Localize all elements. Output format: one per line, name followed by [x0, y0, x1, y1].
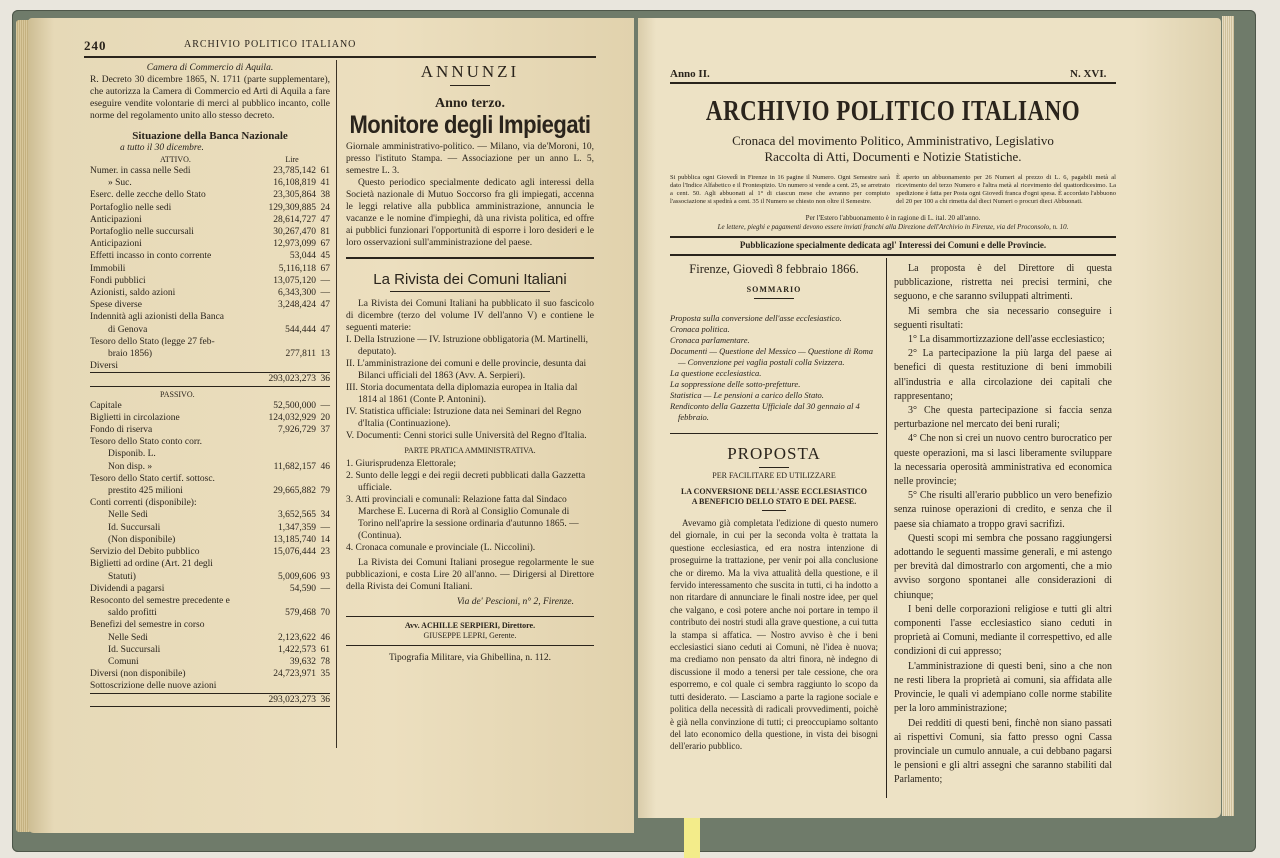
- row-cents: 78: [320, 656, 330, 667]
- paragraph: I beni delle corporazioni religiose e tutti gli altri componenti l'asse ecclesiastico siano ceduti in proprietà ai Comuni, mediante il correspettivo, ed alle condizioni di cui appresso;: [894, 603, 1112, 658]
- table-row: [90, 680, 330, 692]
- subtitle-1: Cronaca del movimento Politico, Amministrativo, Legislativo: [732, 133, 1054, 148]
- row-value: 544,444: [285, 324, 316, 335]
- proposta-sub-2: LA CONVERSIONE DELL'ASSE ECCLESIASTICO: [680, 487, 868, 496]
- row-cents: 35: [320, 669, 330, 680]
- passivo-total-value: 293,023,273: [268, 694, 316, 705]
- row-label: Comuni: [108, 656, 139, 667]
- row-value: 12,973,099: [273, 239, 316, 250]
- row-value: 23,305,864: [273, 190, 316, 201]
- row-value: 7,926,729: [278, 425, 316, 436]
- row-value: [254, 311, 316, 323]
- row-cents: [316, 619, 330, 631]
- table-row: [90, 583, 330, 595]
- info-right: È aperto un abbuonamento per 26 Numeri al prezzo di L. 6, pagabili metà al ricevimento del terzo Numero e l'altra metà al ricevimento del quattordicesimo. La spedizione è fatta per Posta ogni Giovedì franca d'ogni spesa. È accordato l'abbuono del 20 per 100 a chi rimetta dal dieci Numeri o procuri dieci Abbuonati.: [896, 174, 1116, 205]
- paragraph: 4° Che non si crei un nuovo centro burocratico per queste operazioni, ma si lasci liberamente sviluppare la necessaria operosità amministrativa ed economica nelle provincie;: [894, 433, 1112, 488]
- masthead: [670, 94, 1116, 165]
- list-item: La questione ecclesiastica.: [670, 368, 762, 378]
- row-cents: 47: [320, 214, 330, 225]
- row-label: Id. Succursali: [108, 522, 161, 533]
- info-left: Si pubblica ogni Giovedì in Firenze in 16 pagine il Numero. Ogni Semestre sarà dato l'Indice Alfabetico e il Frontespizio. Un numero si vende a cent. 25, se arretrato a cent. 50. Agli abbuonati al 1° di ciascun mese che avranno per compiuto l'associazione si spedirà a cent. 35 il Numero se chiesto non oltre il Semestre.: [670, 174, 890, 205]
- rivista-items: [346, 334, 594, 442]
- sommario-end-rule: [670, 433, 878, 434]
- table-row: [90, 497, 330, 509]
- table-row: [90, 360, 330, 372]
- row-cents: 41: [320, 178, 330, 189]
- row-cents: [316, 497, 330, 509]
- gerente-line: GIUSEPPE LEPRI, Gerente.: [423, 631, 517, 640]
- row-label: Biglietti in circolazione: [90, 412, 180, 423]
- numero-label: N. XVI.: [1070, 68, 1107, 80]
- table-row: [90, 473, 330, 485]
- row-value: [254, 336, 316, 348]
- table-row: [90, 324, 330, 336]
- lettere-line: Le lettere, pieghi e pagamenti devono essere inviati franchi alla Direzione dell'Archivio in Firenze, via del Proconsolo, n. 10.: [717, 223, 1069, 231]
- row-cents: 37: [320, 425, 330, 436]
- right-col-1: [670, 262, 878, 753]
- table-row: [90, 461, 330, 473]
- row-label: Tesoro dello Stato conto corr.: [90, 437, 202, 448]
- row-cents: 38: [320, 190, 330, 201]
- table-row: [90, 571, 330, 583]
- right-page-stack-edge: [1222, 16, 1234, 816]
- column-rule: [336, 60, 337, 748]
- row-cents: —: [320, 583, 330, 594]
- camera-text: R. Decreto 30 dicembre 1865, N. 1711 (parte supplementare), che autorizza la Camera di Commercio ed Arti di Aquila a fare eseguire vendite volontarie di merci al pubblico incanto, colle norme del regolamento unito allo stesso decreto.: [90, 75, 330, 121]
- header-rule: [84, 56, 596, 58]
- table-row: [90, 558, 330, 570]
- info-rule: [670, 236, 1116, 238]
- row-label: Diversi: [90, 361, 118, 372]
- row-value: [254, 680, 316, 692]
- table-row: [90, 448, 330, 460]
- attivo-table: [90, 165, 330, 372]
- row-cents: 93: [320, 571, 330, 582]
- row-value: 16,108,819: [273, 178, 316, 189]
- row-value: 54,590: [289, 583, 316, 594]
- row-label: Capitale: [90, 400, 122, 411]
- row-label: Numer. in cassa nelle Sedi: [90, 166, 191, 176]
- row-label: Anticipazioni: [90, 239, 142, 250]
- table-row: [90, 275, 330, 287]
- paragraph: Mi sembra che sia necessario conseguire i seguenti risultati:: [894, 305, 1112, 331]
- row-cents: 67: [320, 263, 330, 274]
- row-label: Nelle Sedi: [108, 510, 148, 521]
- row-label: » Suc.: [108, 178, 132, 189]
- list-item: Proposta sulla conversione dell'asse ecclesiastico.: [670, 313, 842, 323]
- row-cents: [316, 436, 330, 448]
- page-number: 240: [84, 38, 107, 53]
- rivista-rule: [390, 291, 550, 292]
- list-item: 1. Giurisprudenza Elettorale;: [346, 459, 457, 469]
- anno-label: Anno II.: [670, 68, 710, 80]
- row-cents: 79: [320, 486, 330, 497]
- sommario-rule: [754, 298, 794, 299]
- table-row: [90, 656, 330, 668]
- list-item: V. Documenti: Cenni storici sulle Università del Regno d'Italia.: [346, 431, 587, 441]
- row-value: 277,811: [285, 349, 316, 360]
- row-label: braio 1856): [108, 349, 153, 360]
- row-value: 1,347,359: [278, 522, 316, 533]
- row-label: Statuti): [108, 571, 136, 582]
- row-cents: [316, 360, 330, 372]
- row-label: Immobili: [90, 263, 126, 274]
- row-label: Azionisti, saldo azioni: [90, 288, 176, 299]
- list-item: I. Della Istruzione — IV. Istruzione obbligatoria (M. Martinelli, deputato).: [346, 335, 589, 357]
- row-value: 39,632: [289, 656, 316, 667]
- rivista-title: La Rivista dei Comuni Italiani: [373, 271, 567, 288]
- table-row: [90, 336, 330, 348]
- tipografia-line: Tipografia Militare, via Ghibellina, n. 112.: [388, 653, 552, 663]
- row-label: saldo profitti: [108, 608, 157, 619]
- proposta-text: Avevamo già completata l'edizione di questo numero del giornale, in cui per la seconda volta è trattata la questione ecclesiastica, ed era nostra intenzione di proseguirne la trattazione, per venir poi alla conclusione che or diremo. Ma la viva attualità della questione, e il fervido interessamento che suscita in tutti, ci ha indotto a non ritardare di annunciare le finali nostre idee, per quel che valgano, e così potere anche noi portare in tempo il contributo dei nostri studi alla grave questione, a cui tutta la stampa si affatica. — Nostro avviso è che i beni ecclesiastici siano ceduti ai Comuni, nè l'idea è nuova; ma crediamo non pensato da altri finora, nè indegno di discussione il modo a tenersi per tale cessione, che ora esporremo, e col quale ci sembra raggiunto lo scopo da tutti desiderato. — Lasciamo a parte la ragione sociale e politica della necessità di radicali provvedimenti, poichè è già nella convinzione di tutti; ci preoccupiamo soltanto del lato economico della questione, in vista dei bisogni dell'erario pubblico.: [670, 518, 878, 752]
- right-col-2: [894, 262, 1112, 788]
- row-cents: 13: [320, 349, 330, 360]
- left-page-header: [84, 38, 596, 54]
- row-cents: 46: [320, 461, 330, 472]
- row-label: Diversi (non disponibile): [90, 669, 186, 680]
- attivo-total-value: 293,023,273: [268, 374, 316, 385]
- annunzi-rule: [450, 85, 490, 86]
- list-item: Cronaca parlamentare.: [670, 335, 750, 345]
- row-label: prestito 425 milioni: [108, 486, 183, 497]
- anno-terzo: Anno terzo.: [435, 96, 505, 111]
- list-item: II. L'amministrazione dei comuni e delle provincie, desunta dai Bilanci ufficiali del 1863 (Avv. A. Serpieri).: [346, 359, 587, 381]
- director-line: Avv. ACHILLE SERPIERI, Direttore.: [404, 621, 536, 630]
- rivista-intro: La Rivista dei Comuni Italiani ha pubblicato il suo fascicolo di dicembre (terzo del volume IV dell'anno V) e contiene le seguenti materie:: [346, 299, 594, 333]
- table-row: [90, 632, 330, 644]
- row-cents: [316, 680, 330, 692]
- row-label: Spese diverse: [90, 300, 142, 311]
- row-label: Anticipazioni: [90, 214, 142, 225]
- table-row: [90, 165, 330, 177]
- row-label: di Genova: [108, 324, 148, 335]
- row-value: 24,723,971: [273, 669, 316, 680]
- paragraph: 1° La disammortizzazione dell'asse ecclesiastico;: [908, 334, 1105, 346]
- camera-title: Camera di Commercio di Aquila.: [146, 63, 274, 73]
- row-label: Eserc. delle zecche dello Stato: [90, 190, 206, 201]
- row-cents: 81: [320, 227, 330, 238]
- table-row: [90, 412, 330, 424]
- row-value: [254, 619, 316, 631]
- row-label: Effetti incasso in conto corrente: [90, 251, 212, 262]
- row-value: 52,500,000: [273, 400, 316, 411]
- row-label: Sottoscrizione delle nuove azioni: [90, 681, 217, 692]
- row-value: 13,075,120: [273, 275, 316, 286]
- row-label: Servizio del Debito pubblico: [90, 547, 200, 558]
- row-label: Tesoro dello Stato (legge 27 feb-: [90, 336, 215, 347]
- row-value: [254, 448, 316, 460]
- row-cents: [316, 595, 330, 607]
- table-row: [90, 534, 330, 546]
- ribbon-bookmark: [684, 818, 700, 858]
- row-label: Fondi pubblici: [90, 275, 146, 286]
- row-cents: —: [320, 400, 330, 411]
- list-item: Statistica — Le pensioni a carico dello Stato.: [670, 390, 824, 400]
- proposta-rule: [759, 467, 789, 468]
- row-cents: 24: [320, 202, 330, 213]
- table-row: [90, 436, 330, 448]
- row-cents: [316, 311, 330, 323]
- monitore-title: Monitore degli Impiegati: [349, 110, 591, 139]
- banca-title: Situazione della Banca Nazionale: [132, 130, 288, 142]
- row-label: Disponib. L.: [108, 449, 156, 460]
- row-label: Biglietti ad ordine (Art. 21 degli: [90, 559, 213, 570]
- banner: Pubblicazione specialmente dedicata agl' Interessi dei Comuni e delle Provincie.: [739, 240, 1047, 250]
- annunzi-divider: [346, 257, 594, 259]
- table-row: [90, 348, 330, 360]
- row-cents: —: [320, 275, 330, 286]
- row-label: Conti correnti (disponibile):: [90, 498, 197, 509]
- row-cents: [316, 448, 330, 460]
- row-value: [254, 360, 316, 372]
- row-value: 5,009,606: [278, 571, 316, 582]
- proposta-sub-rule: [762, 510, 786, 511]
- table-row: [90, 509, 330, 521]
- row-cents: [316, 473, 330, 485]
- passivo-total-row: [90, 693, 330, 707]
- masthead-rule: [670, 82, 1116, 84]
- annunzi-column: [346, 62, 594, 664]
- paragraph: 5° Che risulti all'erario pubblico un vero benefizio senza ruinose operazioni di credito, e senza che il paese sia chiamato a troppo gravi sacrifizi.: [894, 490, 1112, 530]
- row-cents: 14: [320, 534, 330, 545]
- row-cents: 46: [320, 632, 330, 643]
- proposta-sub-3: A BENEFICIO DELLO STATO E DEL PAESE.: [691, 497, 857, 506]
- attivo-header: [90, 155, 330, 165]
- row-value: 11,682,157: [273, 461, 316, 472]
- paragraph: L'amministrazione di questi beni, sino a che non ne resti libera la proprietà ai comuni, sia affidata alle Provincie, le quali vi adempiano colle norme stabilite per la loro amministrazione;: [894, 660, 1112, 715]
- table-row: [90, 189, 330, 201]
- row-value: 2,123,622: [278, 632, 316, 643]
- row-label: Benefizi del semestre in corso: [90, 620, 205, 631]
- annunzi-title: ANNUNZI: [420, 62, 520, 81]
- row-cents: 67: [320, 239, 330, 250]
- row-cents: 61: [320, 644, 330, 655]
- sommario-list: [670, 313, 878, 423]
- row-cents: 70: [320, 608, 330, 619]
- table-row: [90, 238, 330, 250]
- row-label: Indennità agli azionisti della Banca: [90, 312, 225, 323]
- row-value: 3,652,565: [278, 510, 316, 521]
- paragraph: Dei redditi di questi beni, finchè non siano passati ai rispettivi Comuni, sia fatto presso ogni Cassa provinciale un cumulo annuale, a cui debbano pagarsi le pensioni e gli altri assegni che saranno stabiliti dal Parlamento;: [894, 717, 1112, 786]
- table-row: [90, 644, 330, 656]
- row-cents: —: [320, 288, 330, 299]
- list-item: IV. Statistica ufficiale: Istruzione data nei Seminari del Regno d'Italia (Continuazione).: [346, 407, 582, 429]
- right-column-rule: [886, 258, 887, 798]
- list-item: La soppressione delle sotto-prefetture.: [670, 379, 801, 389]
- row-label: Tesoro dello Stato certif. sottosc.: [90, 473, 215, 484]
- row-value: [254, 497, 316, 509]
- table-row: [90, 668, 330, 680]
- row-label: Dividendi a pagarsi: [90, 583, 165, 594]
- left-page: [28, 18, 634, 833]
- table-row: [90, 177, 330, 189]
- table-row: [90, 263, 330, 275]
- list-item: 3. Atti provinciali e comunali: Relazione fatta dal Sindaco Marchese E. Lucerna di Rorà al Consiglio Comunale di Torino nell'aprire la sessione ordinaria d'autunno 1865. — (Continua).: [346, 495, 579, 541]
- parte-pratica: PARTE PRATICA AMMINISTRATIVA.: [404, 446, 536, 455]
- table-row: [90, 202, 330, 214]
- row-value: [254, 595, 316, 607]
- paragraph: Questi scopi mi sembra che possano raggiungersi adottando le seguenti massime generali, e mi astengo per brevità dal dimostrarlo con argomenti, che a mio avviso sorgono spontanei alle considerazioni di chiunque;: [894, 532, 1112, 601]
- monitore-text-2: Questo periodico specialmente dedicato agli interessi della Società nazionale di Mutuo Soccorso fra gli impiegati, accenna le leggi relative alla pubblica amministrazione, annuncia le vacanze e le nomine d'impieghi, dà una rivista politica, ed offre ai pubblici funzionari l'opportunità di esporre i loro desideri e le loro osservazioni sull'amministrazione del paese.: [346, 178, 594, 248]
- row-value: 30,267,470: [273, 227, 316, 238]
- right-page: [638, 18, 1221, 818]
- subtitle-2: Raccolta di Atti, Documenti e Notizie Statistiche.: [764, 149, 1022, 164]
- list-item: Documenti — Questione del Messico — Questione di Roma — Convenzione pei vaglia postali colla Svizzera.: [670, 346, 874, 367]
- row-label: (Non disponibile): [108, 534, 176, 545]
- table-row: [90, 424, 330, 436]
- row-value: 5,116,118: [278, 263, 316, 274]
- passivo-total-cents: 36: [320, 694, 330, 705]
- pratica-items: [346, 458, 594, 554]
- row-cents: 34: [320, 510, 330, 521]
- footer-rule: [346, 616, 594, 617]
- banner-rule: [670, 254, 1116, 256]
- row-value: 129,309,885: [268, 202, 316, 213]
- list-item: Rendiconto della Gazzetta Ufficiale dal 30 gennaio al 4 febbraio.: [670, 401, 860, 422]
- table-row: [90, 595, 330, 607]
- running-title: ARCHIVIO POLITICO ITALIANO: [184, 39, 357, 50]
- list-item: Cronaca politica.: [670, 324, 730, 334]
- table-row: [90, 522, 330, 534]
- attivo-total-cents: 36: [320, 374, 330, 385]
- paragraph: 2° La partecipazione la più larga del paese ai benefici di questa restituzione di beni immobili all'industria e alla circolazione dei capitali che rappresentano;: [894, 348, 1112, 402]
- table-row: [90, 226, 330, 238]
- row-label: Fondo di riserva: [90, 425, 153, 436]
- table-row: [90, 287, 330, 299]
- row-value: [254, 558, 316, 570]
- list-item: 4. Cronaca comunale e provinciale (L. Niccolini).: [346, 543, 536, 553]
- table-row: [90, 400, 330, 412]
- row-cents: 47: [320, 300, 330, 311]
- row-label: Non disp. »: [108, 461, 153, 472]
- row-value: 3,248,424: [278, 300, 316, 311]
- row-cents: [316, 558, 330, 570]
- row-value: 29,665,882: [273, 486, 316, 497]
- estero-line: Per l'Estero l'abbuonamento è in ragione di L. ital. 20 all'anno.: [805, 214, 981, 222]
- row-value: 13,185,740: [273, 534, 316, 545]
- row-value: [254, 436, 316, 448]
- row-value: 28,614,727: [273, 214, 316, 225]
- table-row: [90, 619, 330, 631]
- table-row: [90, 546, 330, 558]
- banca-date: a tutto il 30 dicembre.: [120, 143, 204, 153]
- table-row: [90, 299, 330, 311]
- row-value: 53,044: [289, 251, 316, 262]
- row-cents: 23: [320, 547, 330, 558]
- table-row: [90, 311, 330, 323]
- rivista-outro: La Rivista dei Comuni Italiani prosegue regolarmente le sue pubblicazioni, e costa Lire 20 all'anno. — Dirigersi al Direttore della Rivista dei Comuni Italiani.: [346, 558, 594, 592]
- lire-label: Lire: [285, 155, 299, 164]
- paragraph: 3° Che questa partecipazione si faccia senza perturbazione nel mercato dei beni rurali;: [894, 405, 1112, 431]
- proposta-title: PROPOSTA: [727, 444, 821, 463]
- row-label: Id. Succursali: [108, 644, 161, 655]
- row-label: Portafoglio nelle sedi: [90, 202, 172, 213]
- attivo-total-row: [90, 372, 330, 386]
- row-cents: [316, 336, 330, 348]
- list-item: III. Storia documentata della diplomazia europea in Italia dal 1814 al 1861 (Conte P. Antonini).: [346, 383, 578, 405]
- row-label: Resoconto del semestre precedente e: [90, 595, 230, 606]
- sommario-title: SOMMARIO: [746, 285, 802, 294]
- passivo-table: [90, 400, 330, 693]
- row-value: 15,076,444: [273, 547, 316, 558]
- row-value: 23,785,142: [273, 166, 316, 176]
- issue-date: Firenze, Giovedì 8 febbraio 1866.: [689, 262, 859, 276]
- table-row: [90, 607, 330, 619]
- table-row: [90, 250, 330, 262]
- attivo-label: ATTIVO.: [160, 155, 191, 164]
- row-cents: 20: [320, 412, 330, 423]
- row-label: Portafoglio nelle succursali: [90, 227, 194, 238]
- row-cents: 45: [320, 251, 330, 262]
- paragraph: La proposta è del Direttore di questa pubblicazione, ristretta nei precisi termini, che seguono, e che saranno sviluppati altrimenti.: [894, 263, 1112, 303]
- journal-title: ARCHIVIO POLITICO ITALIANO: [705, 94, 1081, 126]
- row-value: 579,468: [285, 608, 316, 619]
- row-value: 124,032,929: [268, 412, 316, 423]
- monitore-text-1: Giornale amministrativo-politico. — Milano, via de'Moroni, 10, presso l'istituto Stampa. — Associazione per un anno L. 5, semestre L. 3.: [346, 142, 594, 176]
- rivista-address: Via de' Pescioni, n° 2, Firenze.: [456, 597, 574, 607]
- row-value: 1,422,573: [278, 644, 316, 655]
- passivo-label: PASSIVO.: [160, 389, 195, 399]
- list-item: 2. Sunto delle leggi e dei regii decreti pubblicati dalla Gazzetta ufficiale.: [346, 471, 586, 493]
- row-cents: —: [320, 522, 330, 533]
- footer-rule-2: [346, 645, 594, 646]
- row-cents: 61: [320, 166, 330, 176]
- row-cents: 47: [320, 324, 330, 335]
- row-label: Nelle Sedi: [108, 632, 148, 643]
- proposta-sub-1: PER FACILITARE ED UTILIZZARE: [712, 471, 836, 480]
- row-value: [254, 473, 316, 485]
- row-value: 6,343,300: [278, 288, 316, 299]
- table-row: [90, 485, 330, 497]
- table-row: [90, 214, 330, 226]
- left-column: [90, 62, 330, 707]
